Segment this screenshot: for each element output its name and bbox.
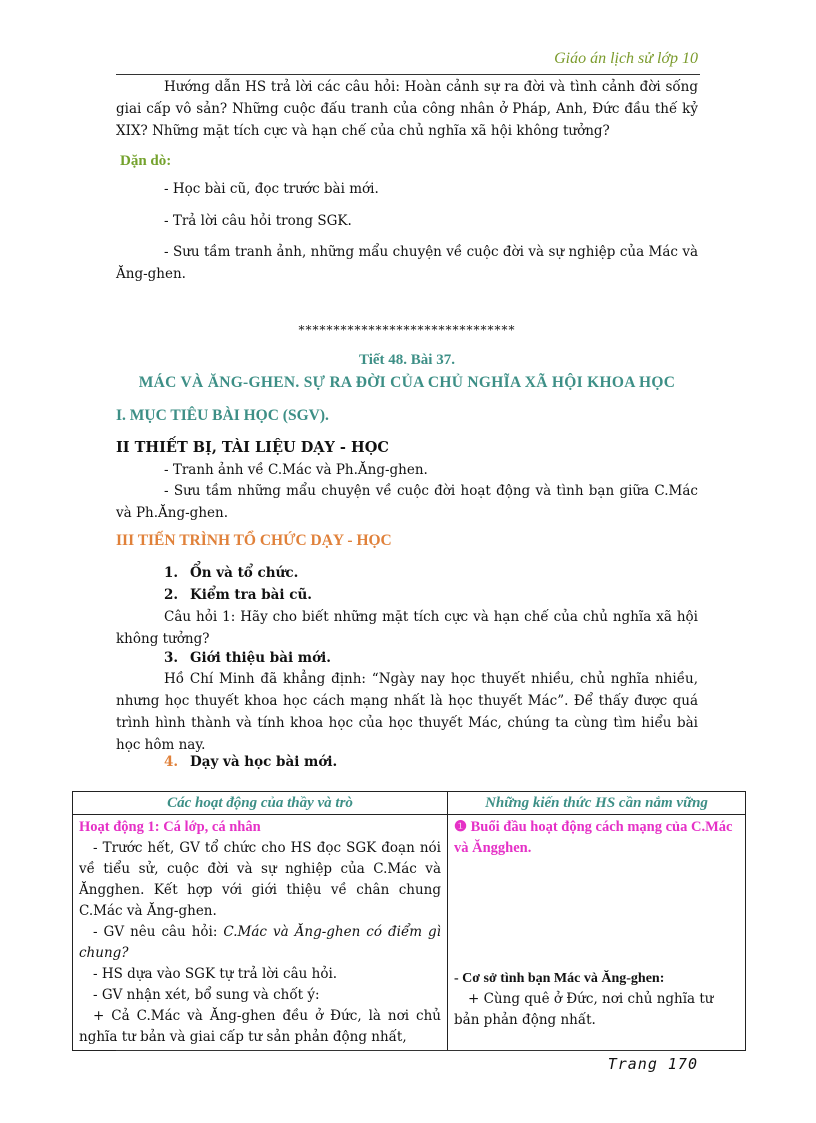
header-title: Giáo án lịch sử lớp 10 [554, 50, 698, 67]
number-one-icon: ❶ [454, 819, 467, 835]
page-number: Trang 170 [607, 1055, 698, 1073]
knowledge-heading [454, 817, 739, 859]
question-italic: C.Mác và Ăng-ghen có điểm gì chung? [79, 924, 441, 961]
section-equipment-title: II THIẾT BỊ, TÀI LIỆU DẠY - HỌC [116, 439, 389, 456]
page-header [116, 48, 700, 75]
homework-item: - Sưu tầm tranh ảnh, những mẩu chuyện về cuộc đời và sự nghiệp của Mác và Ăng-ghen. [116, 244, 698, 282]
table-row [73, 815, 746, 1051]
step-1 [116, 562, 698, 584]
step-label: Dạy và học bài mới. [190, 754, 338, 770]
homework-title: Dặn dò: [120, 153, 172, 169]
lesson-table [72, 791, 746, 1051]
step-number: 1. [164, 565, 179, 581]
step-number: 4. [164, 754, 179, 770]
homework-item: - Trả lời câu hỏi trong SGK. [164, 213, 352, 229]
table-header-activities: Các hoạt động của thầy và trò [73, 792, 448, 815]
equipment-item: - Tranh ảnh về C.Mác và Ph.Ăng-ghen. [164, 462, 428, 478]
activity-paragraph: - GV nhận xét, bổ sung và chốt ý: [93, 987, 320, 1003]
knowledge-cell [448, 815, 746, 1051]
activity-paragraph: - HS dựa vào SGK tự trả lời câu hỏi. [93, 966, 338, 982]
intro-paragraph: Hướng dẫn HS trả lời các câu hỏi: Hoàn cảnh sự ra đời và tình cảnh đời sống giai cấp vô sản? Những cuộc đấu tranh của công nhân ở Pháp, Anh, Đức đầu thế kỷ XIX? Những mặt tích cực và hạn chế của chủ nghĩa xã hội không tưởng? [116, 79, 698, 139]
step-label: Kiểm tra bài cũ. [190, 587, 312, 603]
activities-cell [73, 815, 448, 1051]
step-label: Giới thiệu bài mới. [190, 650, 331, 666]
step-label: Ổn và tổ chức. [190, 565, 299, 581]
step-number: 3. [164, 650, 179, 666]
homework-section [116, 150, 698, 172]
step-4 [116, 751, 698, 773]
activity-paragraph: - Trước hết, GV tổ chức cho HS đọc SGK đoạn nói về tiểu sử, cuộc đời và sự nghiệp của C.Mác và Ăngghen. Kết hợp với giới thiệu về chân chung C.Mác và Ăng-ghen. [79, 840, 441, 919]
table-header-knowledge: Những kiến thức HS cần nắm vững [448, 792, 746, 815]
question-prefix: - GV nêu câu hỏi: [93, 924, 224, 940]
knowledge-subheading: - Cơ sở tình bạn Mác và Ăng-ghen: [454, 971, 665, 986]
review-question: Câu hỏi 1: Hãy cho biết những mặt tích cực và hạn chế của chủ nghĩa xã hội không tưởng? [116, 609, 698, 647]
homework-item: - Học bài cũ, đọc trước bài mới. [164, 181, 379, 197]
activity-title: Hoạt động 1: Cá lớp, cá nhân [79, 819, 261, 835]
section-objectives: I. MỤC TIÊU BÀI HỌC (SGV). [116, 407, 329, 424]
equipment-item: - Sưu tầm những mẩu chuyện về cuộc đời hoạt động và tình bạn giữa C.Mác và Ph.Ăng-ghen. [116, 483, 698, 521]
separator: ******************************* [298, 323, 516, 337]
lesson-title: MÁC VÀ ĂNG-GHEN. SỰ RA ĐỜI CỦA CHỦ NGHĨA XÃ HỘI KHOA HỌC [138, 374, 676, 391]
page-footer [116, 1050, 700, 1073]
step-3 [116, 647, 698, 669]
activity-paragraph: + Cả C.Mác và Ăng-ghen đều ở Đức, là nơi chủ nghĩa tư bản và giai cấp tư sản phản động nhất, [79, 1008, 441, 1045]
knowledge-heading-text: Buổi đầu hoạt động cách mạng của C.Mác và Ăngghen. [454, 819, 733, 856]
introduction-text: Hồ Chí Minh đã khẳng định: “Ngày nay học thuyết nhiều, chủ nghĩa nhiều, nhưng học thuyết khoa học cách mạng nhất là học thuyết Mác”. Để thấy được quá trình hình thành và tính khoa học của học thuyết Mác, chúng ta cùng tìm hiểu bài học hôm nay. [116, 671, 698, 753]
lesson-number: Tiết 48. Bài 37. [359, 352, 455, 368]
activity-question [79, 922, 441, 964]
table-header-row [73, 792, 746, 815]
section-process-title: III TIẾN TRÌNH TỔ CHỨC DẠY - HỌC [116, 532, 392, 549]
step-2 [116, 584, 698, 606]
knowledge-text: + Cùng quê ở Đức, nơi chủ nghĩa tư bản phản động nhất. [454, 991, 714, 1028]
step-number: 2. [164, 587, 179, 603]
